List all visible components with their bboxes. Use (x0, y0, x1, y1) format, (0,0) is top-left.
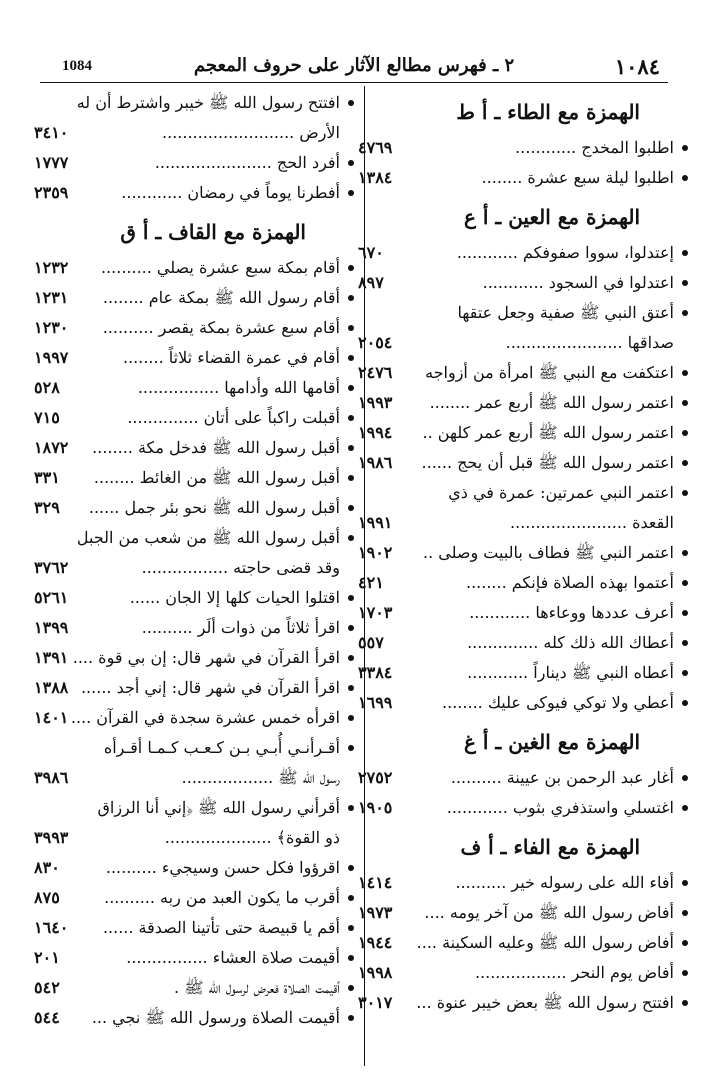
entry-text: أقام في عمرة القضاء ثلاثاً ........ (123, 348, 340, 367)
entry-text: أعطاه النبي ﷺ ديناراً ............ (467, 663, 674, 682)
entry-number: ٥٢٨ (34, 378, 60, 397)
entry-text-line1: أعتق النبي ﷺ صفية وجعل عتقها (457, 303, 674, 322)
index-entry (34, 373, 354, 403)
index-entry (34, 673, 354, 703)
entry-text: اقرأ القرآن في شهر قال: إن بي قوة .... (72, 648, 340, 667)
entry-number: ١٩٩٨ (358, 963, 393, 982)
entry-number: ١٣٨٤ (358, 168, 393, 187)
bullet-icon (682, 880, 688, 886)
entry-number: ٢٧٥٢ (358, 768, 393, 787)
bullet-icon (348, 1015, 354, 1021)
section-heading: الهمزة مع الطاء ـ أ ط (456, 100, 640, 124)
entry-number: ٨٧٥ (34, 888, 60, 907)
index-entry (358, 568, 688, 598)
entry-number: ٧١٥ (34, 408, 60, 427)
index-entry (358, 928, 688, 958)
bullet-icon (348, 265, 354, 271)
right-column (358, 88, 688, 1018)
section-heading: الهمزة مع العين ـ أ ع (463, 205, 640, 229)
bullet-icon (348, 685, 354, 691)
entry-number: ١٦٩٩ (358, 693, 393, 712)
index-entry (358, 388, 688, 418)
entry-text-line2: وقد قضى حاجته ................. (141, 558, 340, 577)
entry-number: ١٨٧٢ (34, 438, 69, 457)
entry-text: أقبل رسول الله ﷺ من الغائط ........ (93, 468, 340, 487)
bullet-icon (348, 325, 354, 331)
bullet-icon (682, 970, 688, 976)
entry-number: ٥٢٦١ (34, 588, 69, 607)
bullet-icon (682, 805, 688, 811)
index-entry (34, 733, 354, 793)
bullet-icon (348, 655, 354, 661)
bullet-icon (682, 910, 688, 916)
bullet-icon (348, 535, 354, 541)
entry-text: اقرأه خمس عشرة سجدة في القرآن .... (70, 708, 340, 727)
entry-number: ١٢٣٢ (34, 258, 69, 277)
entry-number: ٢٣٥٩ (34, 183, 69, 202)
entry-text-line1: أقـرأنـي أُبـي بـن كـعـب كـمـا أقـرأه (103, 738, 340, 757)
entry-text-line2: رسول الله ﷺ .................. (181, 768, 340, 787)
page-number-arabic: ١٠٨٤ (614, 54, 660, 79)
entry-number: ١٩٠٢ (358, 543, 393, 562)
entry-text: اعتمر رسول الله ﷺ أربع عمر ........ (429, 393, 674, 412)
bullet-icon (348, 505, 354, 511)
entry-text: اقتلوا الحيات كلها إلا الجان ...... (129, 588, 340, 607)
entry-text: أعرف عددها ووعاءها ............ (469, 603, 674, 622)
index-entry (358, 958, 688, 988)
bullet-icon (348, 715, 354, 721)
entry-number: ١٧٧٧ (34, 153, 69, 172)
entry-text: أقيمت الصلاة فعرض لرسول الله ﷺ . (174, 978, 340, 997)
bullet-icon (682, 430, 688, 436)
entry-text: افتتح رسول الله ﷺ بعض خيبر عنوة ... (416, 993, 674, 1012)
bullet-icon (682, 310, 688, 316)
index-entry (34, 913, 354, 943)
index-entry (358, 628, 688, 658)
entry-text: أفطرنا يوماً في رمضان ............ (121, 183, 340, 202)
bullet-icon (682, 580, 688, 586)
entry-number: ٣٤١٠ (34, 123, 69, 142)
left-column (34, 88, 354, 1033)
bullet-icon (682, 175, 688, 181)
entry-text: اقرأ القرآن في شهر قال: إني أجد ...... (80, 678, 340, 697)
entry-text: اعتمر رسول الله ﷺ قبل أن يحج ...... (421, 453, 674, 472)
entry-text-line2: ذو القوة﴾ ..................... (164, 828, 340, 847)
bullet-icon (348, 925, 354, 931)
entry-text: أقبلت راكباً على أتان .............. (127, 408, 340, 427)
index-entry (34, 523, 354, 583)
index-entry (34, 313, 354, 343)
entry-text-line1: أقرأني رسول الله ﷺ ﴿إني أنا الرزاق (97, 798, 340, 817)
entry-number: ١٣٩١ (34, 648, 69, 667)
index-entry (358, 688, 688, 718)
index-entry (34, 178, 354, 208)
entry-number: ٨٣٠ (34, 858, 60, 877)
index-entry (358, 868, 688, 898)
entry-text: أفرد الحج ....................... (154, 153, 340, 172)
entry-number: ٣٧٦٢ (34, 558, 69, 577)
index-entry (358, 478, 688, 538)
entry-text: اعتمر النبي ﷺ فطاف بالبيت وصلى .. (423, 543, 674, 562)
entry-number: ٢٤٧٦ (358, 363, 393, 382)
section-heading: الهمزة مع الغين ـ أ غ (463, 730, 640, 754)
entry-number: ١٩٩٤ (358, 423, 393, 442)
bullet-icon (348, 295, 354, 301)
index-entry (34, 943, 354, 973)
index-entry (358, 298, 688, 358)
bullet-icon (682, 370, 688, 376)
index-entry (34, 883, 354, 913)
index-entry (34, 493, 354, 523)
bullet-icon (682, 640, 688, 646)
index-entry (34, 403, 354, 433)
entry-number: ١٣٨٨ (34, 678, 69, 697)
entry-text: أعطاك الله ذلك كله .............. (467, 633, 674, 652)
index-entry (34, 283, 354, 313)
entry-number: ١٩٧٣ (358, 903, 393, 922)
entry-text-line2: الأرض .......................... (162, 123, 340, 142)
entry-text: أقرب ما يكون العبد من ربه .......... (104, 888, 340, 907)
index-entry (358, 763, 688, 793)
entry-number: ٣٣٨٤ (358, 663, 393, 682)
entry-number: ٣٩٨٦ (34, 768, 69, 787)
entry-number: ١٣٩٩ (34, 618, 69, 637)
index-entry (34, 253, 354, 283)
entry-text: أقام بمكة سبع عشرة يصلي .......... (100, 258, 340, 277)
entry-number: ٤٧٦٩ (358, 138, 393, 157)
entry-number: ١٢٣٠ (34, 318, 69, 337)
bullet-icon (682, 550, 688, 556)
entry-text-line2: القعدة ....................... (510, 513, 674, 532)
index-entry (358, 538, 688, 568)
entry-number: ٣٩٩٣ (34, 828, 69, 847)
index-entry (358, 448, 688, 478)
index-entry (358, 238, 688, 268)
entry-text: أقيمت الصلاة ورسول الله ﷺ نجي ... (91, 1008, 340, 1027)
bullet-icon (348, 985, 354, 991)
index-entry (34, 793, 354, 853)
section-heading: الهمزة مع القاف ـ أ ق (120, 220, 306, 244)
bullet-icon (348, 445, 354, 451)
entry-number: ١٩٩١ (358, 513, 393, 532)
bullet-icon (348, 415, 354, 421)
index-entry (34, 433, 354, 463)
page-header (40, 52, 668, 83)
bullet-icon (682, 490, 688, 496)
index-entry (358, 418, 688, 448)
bullet-icon (348, 160, 354, 166)
bullet-icon (348, 355, 354, 361)
index-entry (358, 268, 688, 298)
entry-text: اقرؤوا فكل حسن وسيجيء .......... (105, 858, 340, 877)
index-entry (358, 793, 688, 823)
entry-text: اعتدلوا في السجود ............ (482, 273, 674, 292)
bullet-icon (348, 100, 354, 106)
index-entry (34, 583, 354, 613)
entry-text: أفاء الله على رسوله خير .......... (455, 873, 674, 892)
index-entry (34, 1003, 354, 1033)
index-entry (34, 973, 354, 1003)
entry-number: ٨٩٧ (358, 273, 384, 292)
entry-number: ١٩٩٧ (34, 348, 69, 367)
bullet-icon (682, 280, 688, 286)
entry-text: أعطي ولا توكي فيوكى عليك ........ (442, 693, 674, 712)
index-entry (358, 133, 688, 163)
entry-text: أقام رسول الله ﷺ بمكة عام ........ (102, 288, 340, 307)
bullet-icon (348, 955, 354, 961)
entry-text: اطلبوا المخدج ............ (515, 138, 674, 157)
entry-number: ١٤١٤ (358, 873, 393, 892)
bullet-icon (348, 475, 354, 481)
index-entry (358, 988, 688, 1018)
entry-number: ١٢٣١ (34, 288, 69, 307)
entry-text: اطلبوا ليلة سبع عشرة ........ (481, 168, 674, 187)
index-entry (358, 658, 688, 688)
entry-number: ٥٥٧ (358, 633, 384, 652)
bullet-icon (682, 940, 688, 946)
index-entry (34, 703, 354, 733)
page-number-latin: 1084 (62, 58, 92, 74)
entry-text: أقبل رسول الله ﷺ فدخل مكة ........ (92, 438, 340, 457)
entry-text: أفاض يوم النحر .................. (474, 963, 674, 982)
entry-number: ٦٧٠ (358, 243, 384, 262)
bullet-icon (682, 700, 688, 706)
index-entry (34, 463, 354, 493)
index-entry (34, 613, 354, 643)
page-title: ٢ ـ فهرس مطالع الآثار على حروف المعجم (193, 55, 515, 76)
entry-number: ١٧٠٣ (358, 603, 393, 622)
index-entry (34, 853, 354, 883)
entry-text: اعتكفت مع النبي ﷺ امرأة من أزواجه (425, 363, 674, 382)
entry-number: ١٩٩٣ (358, 393, 393, 412)
entry-text: أفاض رسول الله ﷺ وعليه السكينة .... (416, 933, 674, 952)
entry-text: أقامها الله وأدامها ................ (137, 378, 340, 397)
bullet-icon (348, 190, 354, 196)
bullet-icon (348, 895, 354, 901)
bullet-icon (682, 400, 688, 406)
entry-text-line2: صداقها ....................... (505, 333, 674, 352)
entry-text-line1: افتتح رسول الله ﷺ خيبر واشترط أن له (76, 93, 340, 112)
entry-text: أفاض رسول الله ﷺ من آخر يومه .... (424, 903, 674, 922)
entry-text: أعتموا بهذه الصلاة فإنكم ........ (465, 573, 674, 592)
entry-number: ١٩٤٤ (358, 933, 393, 952)
entry-number: ٥٤٢ (34, 978, 60, 997)
index-entry (34, 88, 354, 148)
entry-text: اقرأ ثلاثاً من ذوات ألَر .......... (141, 618, 340, 637)
entry-number: ١٩٠٥ (358, 798, 393, 817)
index-entry (358, 898, 688, 928)
bullet-icon (348, 805, 354, 811)
bullet-icon (682, 670, 688, 676)
entry-text: اغتسلي واستذفري بثوب ............ (446, 798, 674, 817)
section-heading: الهمزة مع الفاء ـ أ ف (460, 835, 640, 859)
entry-number: ١٤٠١ (34, 708, 69, 727)
index-entry (358, 598, 688, 628)
entry-number: ٣٣١ (34, 468, 60, 487)
bullet-icon (348, 595, 354, 601)
bullet-icon (682, 775, 688, 781)
bullet-icon (682, 145, 688, 151)
entry-text: أقام سبع عشرة بمكة يقصر .......... (102, 318, 340, 337)
entry-text: أقيمت صلاة العشاء ................ (126, 948, 340, 967)
entry-text-line1: أقبل رسول الله ﷺ من شعب من الجبل (76, 528, 340, 547)
entry-text: أقم يا قبيصة حتى تأتينا الصدقة ...... (102, 918, 340, 937)
entry-number: ٢٠١ (34, 948, 60, 967)
entry-number: ٣٠١٧ (358, 993, 393, 1012)
entry-number: ٤٢١ (358, 573, 384, 592)
entry-number: ٥٤٤ (34, 1008, 60, 1027)
index-entry (358, 358, 688, 388)
entry-text: إعتدلوا، سووا صفوفكم ............ (456, 243, 674, 262)
entry-text: أقبل رسول الله ﷺ نحو بئر جمل ...... (88, 498, 340, 517)
entry-text: أغار عبد الرحمن بن عيينة .......... (450, 768, 674, 787)
index-entry (34, 643, 354, 673)
bullet-icon (348, 385, 354, 391)
entry-number: ١٦٤٠ (34, 918, 69, 937)
bullet-icon (348, 745, 354, 751)
entry-number: ٣٢٩ (34, 498, 60, 517)
entry-text: اعتمر رسول الله ﷺ أربع عمر كلهن .. (422, 423, 674, 442)
bullet-icon (682, 610, 688, 616)
bullet-icon (682, 250, 688, 256)
bullet-icon (682, 1000, 688, 1006)
entry-number: ٢٠٥٤ (358, 333, 393, 352)
bullet-icon (682, 460, 688, 466)
index-entry (34, 343, 354, 373)
bullet-icon (348, 625, 354, 631)
index-entry (358, 163, 688, 193)
index-entry (34, 148, 354, 178)
entry-number: ١٩٨٦ (358, 453, 393, 472)
bullet-icon (348, 865, 354, 871)
entry-text-line1: اعتمر النبي عمرتين: عمرة في ذي (448, 483, 674, 502)
